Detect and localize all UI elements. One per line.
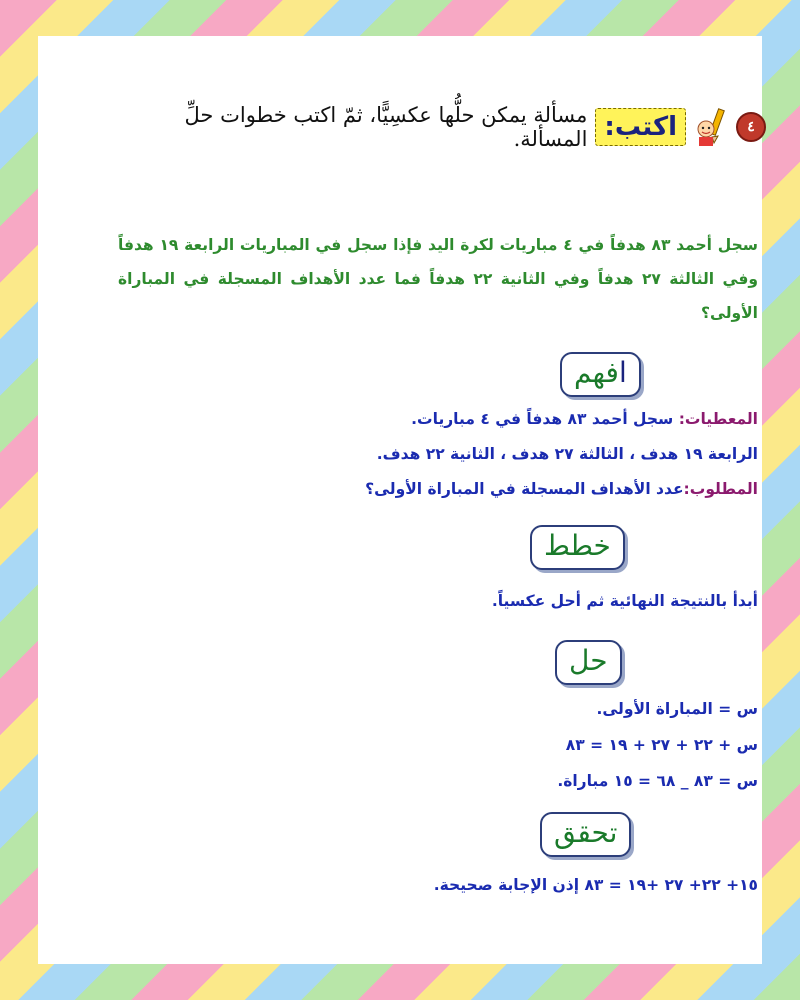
solve-line-2: س + ٢٢ + ٢٧ + ١٩ = ٨٣ [565, 736, 758, 754]
understand-label [560, 352, 641, 397]
givens-key: المعطيات: [678, 410, 758, 428]
solve-line-1: س = المباراة الأولى. [596, 700, 758, 718]
plan-text: أبدأ بالنتيجة النهائية ثم أحل عكسياً. [491, 592, 758, 610]
check-label: تحقق [540, 812, 631, 857]
solve-label: حل [555, 640, 622, 685]
exercise-instruction: مسألة يمكن حلُّها عكسِيًّا، ثمّ اكتب خطوات حلِّ المسألة. [184, 103, 588, 151]
givens-line [118, 410, 758, 428]
understand-label-rest: فهم [574, 356, 619, 389]
plan-label: خطط [530, 525, 625, 570]
exercise-header [106, 103, 766, 151]
check-text: ١٥+ ٢٢+ ٢٧ +١٩ = ٨٣ إذن الإجابة صحيحة. [433, 876, 758, 894]
required-text: عدد الأهداف المسجلة في المباراة الأولى؟ [365, 480, 684, 498]
understand-label-first: ا [618, 356, 627, 389]
worksheet-page [38, 36, 762, 964]
pencil-kid-icon [694, 107, 728, 147]
problem-statement: سجل أحمد ٨٣ هدفاً في ٤ مباريات لكرة اليد فإذا سجل في المباريات الرابعة ١٩ هدفاً وفي الثالثة ٢٧ هدفاً وفي الثانية ٢٢ هدفاً فما عدد الأهداف المسجلة في المباراة الأولى؟ [118, 236, 758, 322]
givens-text: سجل أحمد ٨٣ هدفاً في ٤ مباريات. [411, 410, 679, 428]
givens-line-2: الرابعة ١٩ هدف ، الثالثة ٢٧ هدف ، الثانية ٢٢ هدف. [376, 445, 758, 463]
required-key: المطلوب: [683, 480, 758, 498]
write-tag: اكتب: [595, 108, 686, 146]
required-line [118, 480, 758, 498]
exercise-number-badge: ٤ [736, 112, 766, 142]
solve-line-3: س = ٨٣ _ ٦٨ = ١٥ مباراة. [557, 772, 758, 790]
